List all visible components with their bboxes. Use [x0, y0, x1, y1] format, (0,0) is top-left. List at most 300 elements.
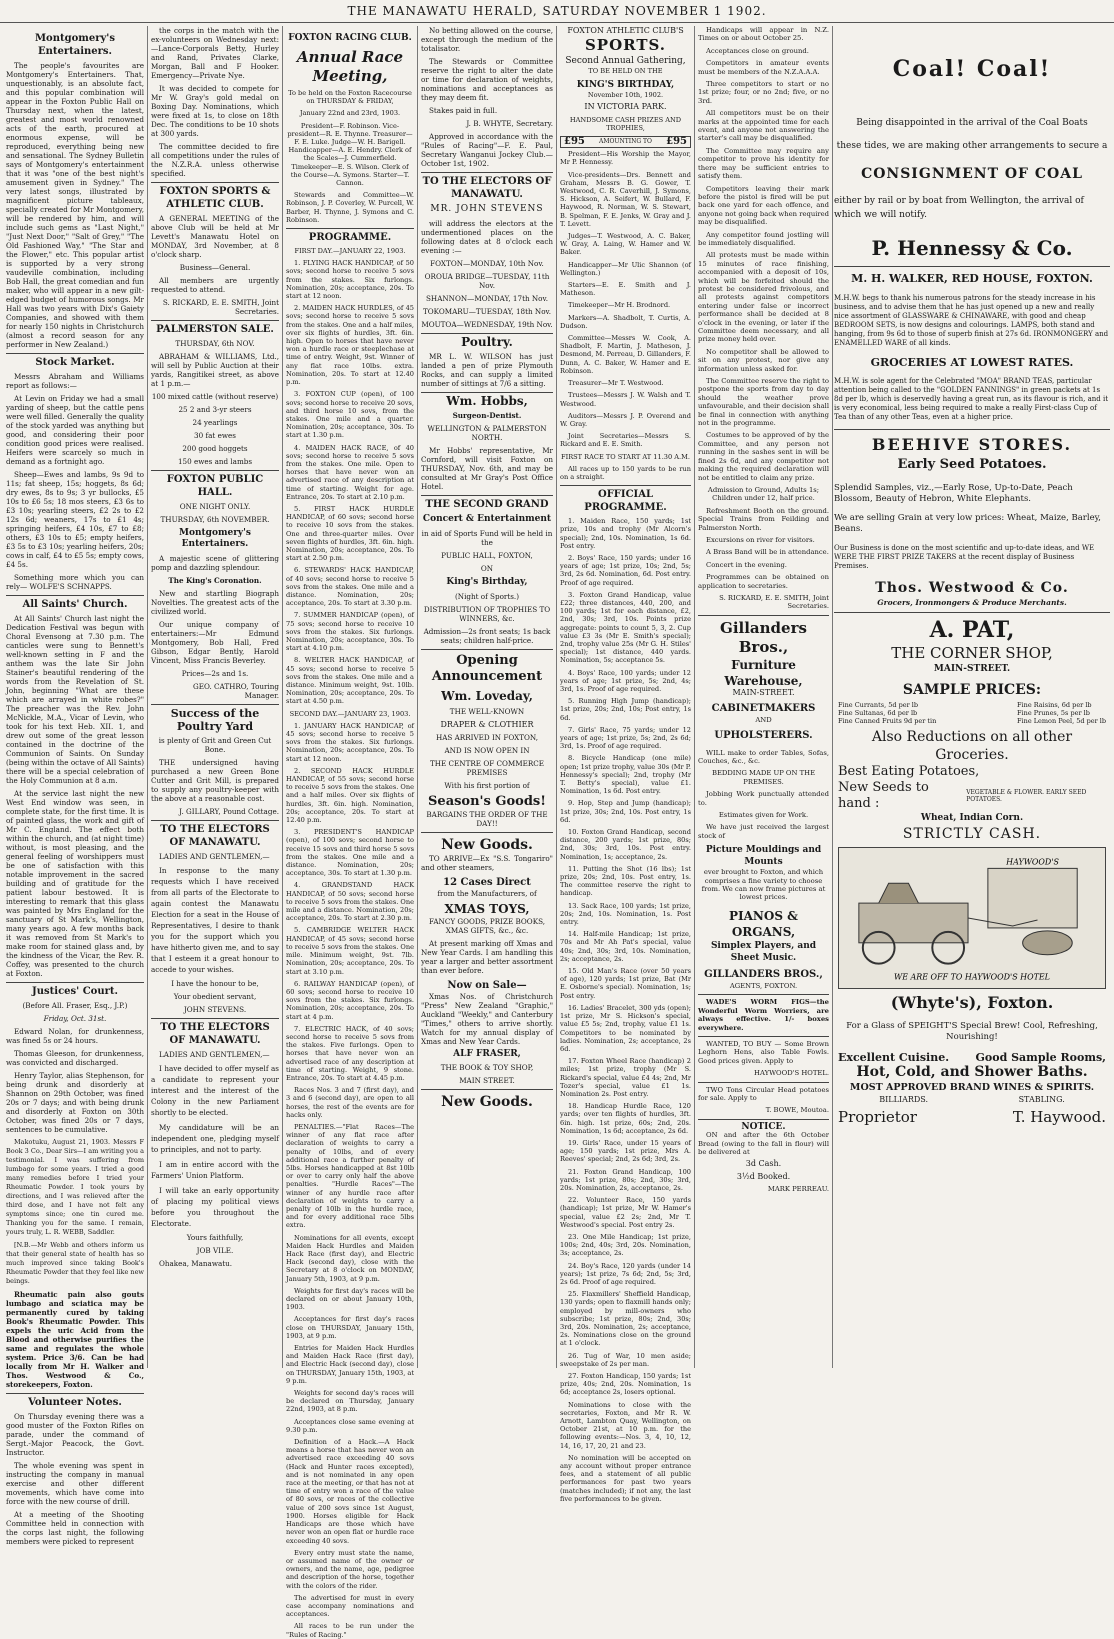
signature: HAYWOOD'S HOTEL.: [754, 1069, 829, 1078]
stock-item: 200 good hoggets: [182, 444, 248, 453]
prize-amount: £95: [564, 136, 585, 148]
article-text: Joint Secretaries—Messrs S. Rickard and E. E. Smith.: [560, 432, 691, 449]
article-text: Auditors—Messrs J. P. Overend and W. Gray.: [560, 411, 691, 428]
article-text: BEDDING MADE UP ON THE PREMISES.: [711, 769, 816, 786]
price-item: Fine Prunes, 5s per lb: [1017, 708, 1090, 717]
article-text: ever brought to Foxton, and which comprises a fine variety to choose from. We can now frame pictures at lowest prices.: [701, 868, 826, 902]
event-item: 23. One Mile Handicap; 1st prize, 100s; 2nd, 40s; 3rd, 20s. Nomination, 3s; acceptance, 2s.: [560, 1232, 691, 1258]
price-list: [834, 701, 1110, 725]
subheading: Montgomery's Entertainers.: [178, 528, 251, 549]
amenity: Good Sample Rooms,: [975, 1050, 1106, 1064]
article-text: THE CENTRE OF COMMERCE PREMISES: [429, 759, 545, 777]
article-text: The advertised for must in every case accompany nominations and acceptances.: [286, 1593, 414, 1619]
headline: New Goods.: [441, 1094, 533, 1110]
article-text: either by rail or by boat from Wellington, the arrival of which we will notify.: [834, 196, 1084, 220]
headline: Also Reductions on all other Groceries.: [871, 728, 1073, 763]
article-text: Treasurer—Mr T. Westwood.: [568, 379, 664, 388]
article-text: Judges—T. Westwood, A. C. Baker, W. Gray, A. Laing, W. Hamer and W. Baker.: [560, 232, 691, 257]
signature: MARK PERREAU.: [767, 1185, 829, 1194]
event-item: 26. Tug of War, 10 men aside; sweepstake of 2s per man.: [560, 1351, 691, 1368]
article-text: Xmas Nos. of Christchurch "Press" New Zealand "Graphic," Auckland "Weekly," and Canterbury "Times," others to arrive shortly. Watch for my annual display of Xmas and New Year Cards.: [421, 992, 553, 1046]
headline: (Whyte's), Foxton.: [890, 992, 1054, 1012]
article-text: New and startling Biograph Novelties. The greatest acts of the civilized world.: [151, 589, 279, 616]
article-text: FANCY GOODS, PRIZE BOOKS, XMAS GIFTS, &c., &c.: [428, 917, 546, 935]
event-item: 24. Boy's Race, 120 yards (under 14 years); 1st prize, 7s 6d; 2nd, 5s; 3rd, 2s 6d. Proof of age required.: [560, 1261, 691, 1286]
price-item: Fine Sultanas, 6d per lb: [838, 708, 918, 717]
prize-label: AMOUNTING TO: [599, 138, 652, 146]
proprietor-name: T. Haywood.: [1012, 1107, 1106, 1126]
article-text: MAIN STREET.: [459, 1076, 515, 1085]
event-item: 9. Hop, Step and Jump (handicap); 1st prize, 30s; 2nd, 10s. Post entry, 1s 6d.: [560, 799, 691, 824]
subheading: WELLINGTON & PALMERSTON NORTH.: [427, 424, 547, 442]
subheading: Second Annual Gathering,: [565, 56, 686, 66]
article-text: 3d Cash.: [745, 1159, 782, 1169]
article-text: A GENERAL MEETING of the above Club will be held at Mr Levett's Manawatu Hotel on MONDAY, 3rd November, at 8 o'clock sharp.: [151, 214, 279, 259]
article-text: Competitors in amateur events must be members of the N.Z.A.A.A.: [698, 59, 829, 76]
event-item: 4. Boys' Race, 100 yards; under 12 years of age; 1st prize, 5s; 2nd, 4s; 3rd, 1s. Proof of age required.: [560, 668, 691, 693]
article-text: DRAPER & CLOTHIER: [440, 720, 534, 729]
article-text: Approved in accordance with the "Rules of Racing"—F. E. Paul, Secretary Wanganui Jockey Club.—October 1st, 1902.: [421, 132, 553, 168]
article-text: No nomination will be accepted on any account without proper entrance fees, and a statement of all public performances for past two years (matches included); if not any, the last five performances to be given.: [560, 1453, 691, 1503]
event-item: 18. Handicap Hurdle Race, 120 yards; over ten flights of hurdles, 3ft. 6in. high. 1st prize, 60s; 2nd, 20s. Nomination, 1s 6d; acceptance, 2s 6d.: [560, 1102, 691, 1135]
article-text: No betting allowed on the course, except through the medium of the totalisator.: [421, 26, 553, 53]
subheading: Concert & Entertainment: [422, 514, 552, 524]
coach-illustration: [839, 848, 1105, 988]
article-text: [N.B.—Mr Webb and others inform us that their general state of health has so much improved since taking Book's Rheumatic Powder that they feel like new beings.: [6, 1241, 144, 1285]
article-text: will address the electors at the undermentioned places on the following dates at 8 o'clock each evening :—: [421, 219, 553, 255]
illustration-sign: HAYWOOD'S: [1006, 856, 1059, 866]
stock-item: 100 mixed cattle (without reserve): [151, 392, 279, 401]
event-item: 8. Bicycle Handicap (one mile) open; 1st prize trophy, value 30s (Mr P. Hennessy's special); 2nd, trophy (Mr T. Betty's special), value £1. Nomination, 1s 6d. Post entry.: [560, 754, 691, 796]
subheading: MR. JOHN STEVENS: [430, 204, 544, 214]
heading: Stock Market.: [6, 353, 144, 369]
article-text: these tides, we are making other arrangements to secure a: [836, 141, 1108, 151]
event-list: [560, 517, 691, 1397]
article-text: At Levin on Friday we had a small yarding of sheep, but the cattle pens were well filled. Generally the quality of the stock yarded was anything but good, and considering their poor condition good prices were realised. Heifers were scarcely so much in demand as a fortnight ago.: [6, 394, 144, 466]
article-text: Admission to Ground, Adults 1s; Children under 12, half price.: [707, 485, 820, 503]
race-item: 7. ELECTRIC HACK, of 40 sovs; second horse to receive 5 sovs from the stakes. Five furlongs. Open to horses that have never won an advertised race of any description at time of starting. Weight, 9 stone. Entrance, 20s. To start at 4.45 p.m.: [286, 1024, 414, 1082]
article-text: TO BE HELD ON THE: [588, 67, 663, 75]
article-text: MR L. W. WILSON has just landed a pen of prize Plymouth Rocks, and can supply a limited number of sittings at 7/6 a sitting.: [421, 352, 553, 388]
signature: S. RICKARD, E. E. SMITH, Joint Secretaries.: [162, 298, 279, 316]
heading: TO THE ELECTORS OF MANAWATU.: [151, 820, 279, 849]
article-text: THE WELL-KNOWN: [449, 707, 525, 716]
article-text: I have the honour to be,: [171, 979, 259, 988]
meeting-item: OROUA BRIDGE—TUESDAY, 11th Nov.: [424, 272, 550, 290]
article-text: Thomas Gleeson, for drunkenness, was convicted and discharged.: [6, 1049, 144, 1067]
article-text: Any competitor found jostling will be immediately disqualified.: [698, 230, 829, 247]
article-text: Refreshment Booth on the ground. Special Trains from Feilding and Palmerston North.: [698, 506, 829, 532]
article-text: A Brass Band will be in attendance.: [706, 548, 829, 557]
article-text: HAS ARRIVED IN FOXTON,: [435, 733, 539, 742]
race-item: 6. STEWARDS' HACK HANDICAP, of 40 sovs; second horse to receive 5 sovs from the stakes. One mile and a distance. Nomination, 20s; acceptance, 20s. To start at 3.30 p.m.: [286, 566, 414, 608]
article-text: Your obedient servant,: [173, 992, 257, 1001]
article-text: All competitors must be on their marks at the appointed time for each event, and anyone not answering the starter's call may be disqualified.: [698, 109, 829, 143]
headline: MOST APPROVED BRAND WINES & SPIRITS.: [849, 1081, 1095, 1093]
article-text: The Stewards or Committee reserve the right to alter the date or time for declaration of weights, nominations and acceptances as they may deem fit.: [421, 57, 553, 102]
column-7: [834, 26, 1110, 1368]
article-text: My candidature will be an independent one, pledging myself to principles, and not to party.: [151, 1123, 279, 1154]
article-text: WILL make to order Tables, Sofas, Couches, &c., &c.: [698, 748, 829, 765]
race-item: 3. PRESIDENT'S HANDICAP (open), of 100 sovs; second horse to receive 15 sovs and third horse 5 sovs from the stakes. One mile and a distance. Nomination, 20s; acceptance, 30s. To start at 1.30 p.m.: [286, 828, 414, 878]
article-text: Weights for first day's races will be declared on or about January 10th, 1903.: [286, 1286, 414, 1312]
article-text: Costumes to be approved of by the Committee, and any person not running in the sashes sent in will be fined 2s 6d, and any competitor not making the required declaration will not be entitled to claim any prize.: [698, 431, 829, 482]
headline: Coal! Coal!: [892, 56, 1052, 82]
signature: GEO. CATHRO, Touring Manager.: [193, 682, 279, 700]
article-text: Mr Hobbs' representative, Mr Cornford, will visit Foxton on THURSDAY, Nov. 6th, and may be consulted at Mr Gray's Post Office Hotel.: [421, 446, 553, 491]
event-item: 27. Foxton Handicap, 150 yards; 1st prize, 40s; 2nd, 20s. Nomination, 1s 6d; acceptance 2s, losers optional.: [560, 1372, 691, 1397]
headline: Thos. Westwood & Co.: [875, 579, 1069, 596]
article-text: We have just received the largest stock of: [698, 823, 829, 840]
article-text: Rheumatic pain also gouts lumbago and sciatica may be permanently cured by taking Book's Rheumatic Powder. This expels the uric Acid from the Blood and otherwise purifies the same and regulates the whole system. Price 3/6. Can be had locally from Mr H. Walker and Thos. Westwood & Co., storekeepers, Foxton.: [6, 1290, 144, 1389]
article-text: in aid of Sports Fund will be held in the: [421, 529, 553, 547]
proprietor-label: Proprietor: [838, 1107, 917, 1126]
subheading: The King's Coronation.: [168, 576, 262, 585]
stock-item: 30 fat ewes: [194, 431, 236, 440]
column-1: [6, 26, 144, 1546]
heading: Montgomery's Entertainers.: [34, 33, 115, 57]
article-text: ABRAHAM & WILLIAMS, Ltd., will sell by Public Auction at their yards, Rangitikei street, as above at 1 p.m.—: [151, 352, 279, 388]
article-text: Sheep—Ewes and lambs, 9s 9d to 11s; fat sheep, 15s; hoggets, 8s 6d; dry ewes, 8s to 9s; 3 yr bullocks, £5 10s to £6 5s; 18 mos steers, £3 6s to £3 10s; yearling steers, £2 2s to £2 12s 6d; weaners, 17s to £1 4s; springing heifers, £4 10s, £7 to £8; others, £3 10s to £5; empty heifers, £3 5s to £3 10s; yearling heifers, 20s; cows in calf, £4 to £5 5s; empty cows, £4 5s.: [6, 470, 144, 569]
heading: OFFICIAL PROGRAMME.: [560, 485, 691, 514]
event-item: 17. Foxton Wheel Race (handicap) 2 miles; 1st prize, trophy (Mr S. Rickard's special, value £4 4s; 2nd, Mr Tozer's special, value £1 1s. Nomination 2s. Post entry.: [560, 1057, 691, 1098]
prize-amount: £95: [666, 136, 687, 148]
article-text: A majestic scene of glittering pomp and dazzling splendour.: [151, 554, 279, 572]
article-text: President—His Worship the Mayor, Mr P. Hennessy.: [560, 150, 691, 167]
article-text: Competitors leaving their mark before the pistol is fired will be put back one yard for each offence, and anyone not going back when required may be disqualified.: [698, 184, 829, 227]
article-text: The Committee reserve the right to postpone the sports from day to day should the weather prove unfavourable, and their decision shall be final in connection with anything not in the programme.: [698, 377, 829, 428]
signature: JOHN STEVENS.: [183, 1005, 247, 1014]
article-text: Excursions on river for visitors.: [706, 535, 815, 544]
article-text: Acceptances for first day's races close on THURSDAY, January 15th, 1903, at 9 p.m.: [286, 1315, 414, 1340]
column-rule: [147, 26, 148, 1368]
article-text: Our unique company of entertainers:—Mr Edmund Montgomery, Bob Hall, Fred Gibson, Edgar Bently, Harold Vincent, Miss Francis Beverley.: [151, 620, 279, 665]
article-text: Splendid Samples, viz.,—Early Rose, Up-to-Date, Peach Blossom, Beauty of Hebron, White Elephants.: [834, 482, 1073, 504]
article-text: On Thursday evening there was a good muster of the Foxton Rifles on parade, under the command of Sergt.-Major Peacock, the Govt. Instructor.: [6, 1412, 144, 1457]
article-text: Concert in the evening.: [706, 560, 787, 569]
article-text: Our Business is done on the most scientific and up-to-date ideas, and WE WERE THE FIRST PRIZE TAKERS at the recent display of Business Premises.: [834, 543, 1095, 570]
headline: BEEHIVE STORES.: [871, 435, 1073, 454]
meeting-item: FOXTON—MONDAY, 10th Nov.: [430, 259, 544, 268]
article-text: Messrs Abraham and Williams report as follows:—: [6, 372, 144, 390]
article-text: MAIN-STREET.: [732, 687, 795, 697]
race-item: 4. MAIDEN HACK RACE, of 40 sovs; second horse to receive 5 sovs from the stakes. One mile. Open to horses that have never won an advertised race of any description at time of starting. Weight for age. Entrance, 20s. To start at 2.10 p.m.: [286, 443, 414, 501]
event-item: 14. Half-mile Handicap; 1st prize, 70s and Mr Ah Pat's special, value 40s; 2nd, 30s; 3rd, 10s. Nomination, 2s; acceptance, 2s.: [560, 930, 691, 963]
article-text: from the Manufacturers, of: [437, 889, 537, 898]
headline: Annual Race Meeting,: [296, 48, 404, 85]
masthead: THE MANAWATU HERALD, SATURDAY NOVEMBER 1 1902.: [0, 0, 1114, 23]
price-column: [838, 701, 936, 725]
article-text: THE BOOK & TOY SHOP,: [440, 1063, 534, 1072]
article-text: Stewards and Committee—W. Robinson, J. P. Coverley, W. Purcell, W. Barber, H. Thynne, J. Symons and C. Robinson.: [286, 191, 414, 224]
event-item: 3. Foxton Grand Handicap, value £22; three distances, 440, 200, and 100 yards; 1st for each distance, £2, 2nd, 30s; 3rd, 10s. Points prize aggregate: points to count 5, 3, 2. Cup value £3 3s (Mr E. Smith's special); 2nd, trophy value 25s (Mr G. H. Stiles' special); 1st distance, 440 yards. Nomination, 5s; acceptance 5s.: [560, 590, 691, 665]
article-text: Estimates given for Work.: [718, 811, 809, 820]
article-text: THE undersigned having purchased a new Green Bone Cutter and Grit Mill, is prepared to supply any poultry-keeper with the above at a reasonable cost.: [151, 758, 279, 803]
race-item: 8. WELTER HACK HANDICAP, of 45 sovs; second horse to receive 5 sovs from the stakes. One mile and a distance. Minimum weight, 9st. 10lb. Nomination, 20s; acceptance, 20s. To start at 4.50 p.m.: [286, 656, 414, 706]
subheading: ONE NIGHT ONLY.: [179, 502, 251, 511]
race-item: 7. SUMMER HANDICAP (open), of 75 sovs; second horse to receive 10 sovs from the stakes. Six furlongs. Nomination, 20s; acceptance, 30s. To start at 4.10 p.m.: [286, 611, 414, 653]
meeting-list: [421, 259, 553, 329]
article-text: No competitor shall be allowed to sit on any protest, nor give any information unless asked for.: [698, 347, 829, 373]
article-text: Entries for Maiden Hack Hurdles and Maiden Hack Race (first day), and Electric Hack (second day), close on THURSDAY, January 15th, 1903, at 9 p.m.: [286, 1344, 414, 1385]
signature: J. B. WHYTE, Secretary.: [466, 119, 553, 128]
heading: PALMERSTON SALE.: [151, 320, 279, 336]
signature: J. GILLARY, Pound Cottage.: [179, 807, 279, 816]
article-text: WANTED, TO BUY — Some Brown Leghorn Hens, also Table Fowls. Good prices given. Apply to: [698, 1039, 829, 1065]
article-text: Nominations to close with the secretaries, Foxton, and Mr R. W. Arnott, Lambton Quay, Wellington, on October 21st, at 10 p.m. for the following events:—Nos. 3, 4, 10, 12, 14, 16, 17, 20, 21 and 23.: [560, 1400, 691, 1450]
article-text: Business—General.: [179, 263, 251, 272]
price-item: Fine Canned Fruits 9d per tin: [838, 716, 937, 725]
headline: New Goods.: [441, 837, 533, 853]
headline: Wm. Loveday,: [441, 689, 533, 703]
article-text: AND IS NOW OPEN IN: [444, 746, 530, 755]
headline: XMAS TOYS,: [444, 902, 530, 916]
article-text: Nominations for all events, except Maiden Hack Hurdles and Maiden Hack Race (first day), and Electric Hack (second day), close with the Secretary at 8 o'clock on MONDAY, January 5th, 1903, at 9 p.m.: [286, 1233, 414, 1283]
price-item: Fine Raisins, 6d per lb: [1017, 700, 1092, 709]
article-text: January 22nd and 23rd, 1903.: [299, 109, 401, 118]
article-text: the corps in the match with the ex-volunteers on Wednesday next:—Lance-Corporals Betty, Hurley and Rand, Privates Clarke, Morgan, Ball and F Hooker. Emergency—Private Nye.: [151, 26, 279, 80]
article-text: All protests must be made within 15 minutes of race finishing, accompanied with a deposit of 10s, which will be forfeited should the protest be considered frivolous, and all protests against competitors entering under false or incorrect performance shall be decided at 8 o'clock in the evening, or later if the Committee deem necessary, and all prize money held over.: [698, 251, 829, 344]
heading: PROGRAMME.: [286, 228, 414, 244]
headline: Opening Announcement: [431, 653, 543, 684]
article-text: In response to the many requests which I have received from all parts of the Electorate to again contest the Manawatu Election for a seat in the House of Representatives, I desire to thank you for the support which you have hitherto given me, and to say that I esteem it a great honour to accede to your wishes.: [151, 866, 279, 974]
article-text: All races up to 150 yards to be run on a straight.: [560, 464, 691, 481]
article-text: LADIES AND GENTLEMEN,—: [159, 1050, 270, 1059]
article-text: Three competitors to start or no 1st prize; four, or no 2nd; five, or no 3rd.: [698, 80, 829, 105]
headline: Sheet Music.: [730, 952, 797, 963]
headline: GILLANDERS BROS.,: [704, 968, 823, 980]
article-text: 3½d Booked.: [736, 1171, 791, 1181]
heading: FOXTON RACING CLUB.: [288, 33, 412, 43]
signature: ALF FRASER,: [453, 1049, 521, 1059]
race-item: 3. FOXTON CUP (open), of 100 sovs; second horse to receive 20 sovs, and third horse 10 sovs, from the stakes. One mile and a quarter. Nomination, 20s; acceptance, 30s. To start at 1.30 p.m.: [286, 390, 414, 440]
article-text: Admission—2s front seats; 1s back seats; children half-price.: [423, 627, 551, 645]
article-text: I will take an early opportunity of placing my political views before you throughout the Electorate.: [151, 1186, 279, 1228]
headline: UPHOLSTERERS.: [714, 729, 813, 741]
article-text: Ohakea, Manawatu.: [159, 1259, 233, 1268]
event-item: 19. Girls' Race, under 15 years of age; 150 yards; 1st prize, Mrs A. Reeves' special; 2nd, 2s 6d; 3rd, 2s.: [560, 1138, 691, 1164]
event-item: 13. Sack Race, 100 yards; 1st prize, 20s; 2nd, 10s. Nomination, 1s. Post entry.: [560, 901, 691, 927]
article-text: IN VICTORIA PARK.: [584, 102, 667, 112]
event-item: 10. Foxton Grand Handicap, second distance, 200 yards; 1st prize, 80s; 2nd, 30s; 3rd, 10s. Post entry. Nomination, 1s; acceptance, 2s.: [560, 828, 691, 861]
article-text: DISTRIBUTION OF TROPHIES TO WINNERS, &c.: [423, 605, 551, 623]
meeting-item: MOUTOA—WEDNESDAY, 19th Nov.: [421, 320, 553, 329]
subheading: SECOND DAY.—JANUARY 23, 1903.: [289, 709, 411, 718]
race-list-day-1: [286, 259, 414, 705]
headline: GROCERIES AT LOWEST RATES.: [870, 356, 1074, 369]
article-text: is plenty of Grit and Green Cut Bone.: [158, 736, 272, 754]
article-text: HANDSOME CASH PRIZES AND TROPHIES,: [569, 115, 682, 132]
column-6: [698, 26, 829, 1368]
column-2: [151, 26, 279, 1368]
article-text: Stakes paid in full.: [429, 106, 498, 115]
headline: New Seeds to hand :: [838, 779, 929, 811]
article-text: All races to be run under the "Rules of Racing.": [286, 1622, 414, 1639]
article-text: To be held on the Foxton Racecourse on THURSDAY & FRIDAY,: [288, 89, 412, 106]
headline: Now on Sale—: [447, 980, 527, 991]
column-4: [421, 26, 553, 1368]
article-text: For a Glass of SPEIGHT'S Special Brew! Cool, Refreshing, Nourishing!: [846, 1021, 1098, 1042]
article-text: Trustees—Messrs J. W. Walsh and T. Westwood.: [560, 391, 691, 408]
heading: Poultry.: [421, 333, 553, 349]
price-item: Fine Lemon Peel, 5d per lb: [1017, 716, 1106, 725]
article-text: Every entry must state the name, or assumed name of the owner or owners, and the name, age, pedigree and description of the horse, together with the colors of the rider.: [286, 1548, 414, 1590]
article-text: Edward Nolan, for drunkenness, was fined 5s or 24 hours.: [6, 1027, 144, 1045]
heading: Justices' Court.: [6, 982, 144, 998]
officials-list: President—F. Robinson. Vice-president—R. E. Thynne. Treasurer—F. E. Luke. Judge—W. H. Barigell. Handicapper—A. E. Hendry. Clerk of the Scales—J. Cummerfield. Timekeeper—E. S. Wilson. Clerk of the Course—A. Symons. Starter—T. Cannon.: [287, 121, 413, 188]
subheading: Surgeon-Dentist.: [452, 411, 522, 420]
headline: Simplex Players, and: [710, 940, 817, 951]
article-text: Programmes can be obtained on application to secretaries.: [698, 573, 829, 590]
article-text: M.H.W. is sole agent for the Celebrated "MOA" BRAND TEAS, particular attention being called to the "GOLDEN FANNINGS" in green packets at 1s 8d per lb, which is deservedly having a great run, as its flavour is rich, and it is very economical, less being required to make a really First-class Cup of Tea than of any other Teas, even at a higher price.: [834, 377, 1109, 421]
heading: NOTICE.: [741, 1121, 786, 1132]
race-item: 5. CAMBRIDGE WELTER HACK HANDICAP, of 45 sovs; second horse to receive 5 sovs from the stakes. One mile. Minimum weight, 9st. 7lb. Nomination, 20s; acceptance, 20s. To start at 3.10 p.m.: [286, 926, 414, 976]
headline: CABINETMAKERS: [711, 703, 816, 715]
article-text: AND: [755, 716, 772, 725]
subheading: VEGETABLE & FLOWER. EARLY SEED POTATOES.: [966, 788, 1087, 803]
headline: CONSIGNMENT OF COAL: [861, 166, 1083, 182]
article-text: At present marking off Xmas and New Year Cards. I am handling this year a larger and better assortment than ever before.: [421, 939, 553, 975]
headline: 12 Cases Direct: [443, 877, 531, 888]
event-item: 11. Putting the Shot (16 lbs); 1st prize, 20s; 2nd, 10s. Post entry, 1s. The committee reserve the right to handicap.: [560, 864, 691, 898]
signature: T. BOWE, Moutoa.: [765, 1106, 829, 1115]
article-text: TO ARRIVE—Ex "S.S. Tongariro" and other steamers,: [421, 854, 553, 872]
article-text: It was decided to compete for Mr W. Gray's gold medal on Boxing Day. Nominations, which were fixed at 1s, to close on 18th Dec. The conditions to be 10 shots at 300 yards.: [151, 84, 279, 138]
subheading: Grocers, Ironmongers & Produce Merchants.: [877, 597, 1067, 607]
article-text: Acceptances close same evening at 9.30 p.m.: [286, 1417, 414, 1434]
article-text: The committee decided to fire all competitions under the rules of the N.Z.R.A. unless otherwise specified.: [151, 142, 279, 178]
article-text: Henry Taylor, alias Stephenson, for being drunk and disorderly at Shannon on 29th October, was fined 20s or 7 days; and with being drunk and disorderly at Foxton on 30th October, was fined 20s or 7 days, sentences to be cumulative.: [6, 1071, 144, 1134]
headline: P. Hennessy & Co.: [871, 236, 1073, 260]
heading: Volunteer Notes.: [6, 1393, 144, 1409]
meeting-item: SHANNON—MONDAY, 17th Nov.: [426, 294, 548, 303]
heading: TO THE ELECTORS OF MANAWATU.: [421, 172, 553, 201]
article-text: The people's favourites are Montgomery's Entertainers. That, unquestionably, is an absolute fact, and this popular combination will appear in the Foxton Public Hall on Thursday next, when the latest, greatest and most world renowned acts of the earth, procured at enormous expense, will be reproduced, everything being new and sensational. The Sydney Bulletin says of Montgomery's entertainment that it was "one of the best night's amusement given in Sydney." The very latest songs, illustrated by magnificent picture tableaux, specially created for Mr Montgomery, will be rendered by him, and will include such gems as "Last Night," "Just Next Door," "Salt of Grey," "The Old Fashioned Way," "The Star and the Flower," etc. This popular artist is supported by a very strong vaudeville combination, including Bob Hall, the great comedian and fun maker, who will appear in a new gilt-edged budget of humorous songs. Mr Hall was two years with Dix's Gaiety Companies, and showed with them for nearly 150 nights in Christchurch (almost a record season for any performer in New Zealand.): [6, 61, 144, 349]
stock-item: 24 yearlings: [192, 418, 238, 427]
subheading: MAIN-STREET.: [933, 663, 1011, 674]
headline: Season's Goods!: [428, 794, 546, 809]
article-text: Being disappointed in the arrival of the Coal Boats: [856, 118, 1088, 128]
article-text: FIRST RACE TO START AT 11.30 A.M.: [561, 452, 690, 461]
article-text: (Before All. Fraser, Esq., J.P.): [22, 1001, 128, 1010]
headline: M. H. WALKER, RED HOUSE, FOXTON.: [851, 272, 1093, 285]
subheading: FIRST DAY.—JANUARY 22, 1903.: [294, 247, 406, 256]
event-item: 2. Boys' Race, 150 yards; under 16 years of age; 1st prize, 10s; 2nd, 5s; 3rd, 2s 6d. Nomination, 6d. Post entry. Proof of age required.: [560, 553, 691, 587]
event-item: 7. Girls' Race, 75 yards; under 12 years of age; 1st prize, 5s; 2nd, 2s 6d; 3rd, 1s. Proof of age required.: [560, 725, 691, 751]
subheading: King's Birthday,: [446, 577, 528, 587]
heading: All Saints' Church.: [6, 595, 144, 611]
headline: STRICTLY CASH.: [902, 825, 1042, 842]
article-text: Races Nos. 3 and 7 (first day), and 3 and 6 (second day), are open to all horses, the rest of the events are for hacks only.: [286, 1086, 414, 1119]
column-3: [286, 26, 414, 1639]
column-rule: [282, 26, 283, 1368]
race-list-day-2: [286, 722, 414, 1082]
article-text: Yours faithfully,: [186, 1233, 244, 1242]
race-item: 1. JANUARY HACK HANDICAP, of 45 sovs; second horse to receive 5 sovs from the stakes. Six furlongs. Nomination, 20s; acceptance, 20s. To start at 12 noon.: [286, 721, 414, 763]
headline: Furniture Warehouse,: [724, 657, 803, 688]
headline: Hot, Cold, and Shower Baths.: [856, 1063, 1088, 1080]
subheading: Wheat, Indian Corn.: [920, 812, 1024, 823]
article-text: ON: [480, 564, 494, 573]
headline: SPORTS.: [584, 36, 667, 54]
headline: Picture Mouldings and Mounts: [705, 845, 822, 868]
heading: FOXTON PUBLIC HALL.: [151, 470, 279, 499]
column-5: [560, 26, 691, 1503]
headline: Best Eating Potatoes,: [838, 763, 980, 779]
article-text: Vice-presidents—Drs. Bennett and Graham, Messrs B. G. Gower, T. Westwood, C. R. Caverhill, J. Symons, S. Hickson, A. Seifert, W. Bullard, F. Haywood, R. Norman, W. S. Stewart, B. Spelman, F. E. Jenks, W. Gray and J. T. Levett.: [560, 170, 691, 228]
article-text: The whole evening was spent in instructing the company in manual exercise and other different movements, which have come into force with the new course of drill.: [6, 1461, 144, 1506]
headline: A. PAT,: [929, 616, 1015, 643]
heading: TO THE ELECTORS OF MANAWATU.: [151, 1018, 279, 1047]
headline: Gillanders Bros.,: [720, 618, 807, 656]
article-text: PENALTIES.—"Flat Races—The winner of any flat race after declaration of weights to carry a penalty of 10lbs, and of every additional race a further penalty of 5lbs. Horses handicapped at 8st 10lb or over to carry only half the above penalties. "Hurdle Races"—The winner of any hurdle race after declaration of weights to carry a penalty of 10lb in the hurdle race, and for every additional race 5lbs extra.: [286, 1122, 414, 1230]
subheading: KING'S BIRTHDAY,: [576, 80, 675, 91]
event-item: 21. Foxton Grand Handicap, 100 yards; 1st prize, 80s; 2nd, 30s; 3rd, 20s. Nomination, 2s, acceptance, 2s.: [560, 1167, 691, 1192]
stock-item: 150 ewes and lambs: [177, 457, 253, 466]
heading: Success of the Poultry Yard: [151, 704, 279, 733]
article-text: Something more which you can rely— WOLFE'S SCHNAPPS.: [6, 573, 144, 591]
race-item: 2. SECOND HACK HURDLE HANDICAP, of 55 sovs; second horse to receive 5 sovs from the stakes. One and a half miles. Over six flights of hurdles, 3ft. 6in. high. Nomination, 20s; acceptance, 20s. To start at 12.40 p.m.: [286, 766, 414, 825]
amenity: Excellent Cuisine.: [838, 1050, 950, 1064]
headline: PIANOS & ORGANS,: [728, 908, 799, 939]
event-item: 5. Running High Jump (handicap); 1st prize, 20s; 2nd, 10s; Post entry, 1s 6d.: [560, 697, 691, 722]
event-item: 16. Ladies' Bracelet, 300 yds (open); 1st prize, Mr S. Hickson's special, value £5 5s; 2nd, trophy, value £1 1s. Competitors to be nominated by ladies. Nomination, 2s; acceptance, 2s 6d.: [560, 1003, 691, 1053]
article-text: The Committee may require any competitor to prove his identity for there may be sufficient entries to satisfy them.: [698, 146, 829, 181]
race-item: 6. RAILWAY HANDICAP (open), of 60 sovs; second horse to receive 10 sovs from the stakes. Six furlongs. Nomination, 20s; acceptance, 20s. To start at 4 p.m.: [286, 979, 414, 1021]
race-item: 1. FLYING HACK HANDICAP, of 50 sovs; second horse to receive 5 sovs from the stakes. Six furlongs. Nomination, 20s; acceptance, 20s. To start at 12 noon.: [286, 259, 414, 301]
article-text: LADIES AND GENTLEMEN,—: [159, 852, 270, 861]
article-text: PUBLIC HALL, FOXTON,: [441, 551, 533, 560]
article-text: TWO Tons Circular Head potatoes for sale. Apply to: [698, 1085, 829, 1102]
article-text: Timekeeper—Mr H. Brodnord.: [568, 301, 671, 310]
article-text: All members are urgently requested to attend.: [151, 276, 279, 294]
event-item: 25. Flaxmillers' Sheffield Handicap, 130 yards; open to flaxmill hands only; employed by mill-owners who subscribe; 1st prize, 80s; 2nd, 30s; 3rd, 20s. Nomination, 2s; acceptance, 2s. Nominations close on the ground at 1 o'clock.: [560, 1290, 691, 1348]
article-text: We are selling Grain at very low prices: Wheat, Maize, Barley, Beans.: [834, 513, 1101, 534]
heading: THE SECOND GRAND: [421, 495, 553, 511]
meeting-item: TOKOMARU—TUESDAY, 18th Nov.: [422, 307, 552, 316]
race-item: 5. FIRST HACK HURDLE HANDICAP, of 60 sovs; second horse to receive 10 sovs from the stakes. One and three-quarter miles. Over seven flights of hurdles, 3ft. 6in. high. Nomination, 20s; acceptance, 20s. To start at 2.50 p.m.: [286, 504, 414, 563]
race-item: 4. GRANDSTAND HACK HANDICAP, of 50 sovs; second horse to receive 5 sovs from the stakes. One mile and a distance. Nomination, 20s; acceptance, 20s. To start at 2.30 p.m.: [286, 881, 414, 923]
heading: FOXTON SPORTS & ATHLETIC CLUB.: [151, 182, 279, 211]
stock-item: 25 2 and 3-yr steers: [178, 405, 252, 414]
article-text: Acceptances close on ground.: [706, 46, 809, 55]
amenity: BILLIARDS.: [879, 1094, 929, 1104]
heading: Wm. Hobbs,: [421, 392, 553, 408]
column-rule: [417, 26, 418, 1368]
article-text: Committee—Messrs W. Cook, A. Shadbolt, F. Martin, J. Matheson, J. Desmond, M. Perreau, D. Gillanders, F. Dunn, A. C. Baker, W. Hamer and E. Robinson.: [560, 334, 691, 375]
article-text: BARGAINS THE ORDER OF THE DAY!!: [426, 810, 548, 828]
article-text: Starters—E. E. Smith and J. Matheson.: [560, 281, 691, 298]
subheading: THURSDAY, 6th NOV.: [175, 339, 255, 348]
article-text: Handicaps will appear in N.Z. Times on or about October 25.: [698, 26, 829, 43]
article-text: Handicapper—Mr Ulic Shannon (of Wellington.): [560, 260, 691, 277]
article-text: (Night of Sports.): [454, 592, 520, 601]
headline: THE CORNER SHOP,: [891, 643, 1053, 662]
article-text: AGENTS, FOXTON.: [729, 981, 798, 990]
article-text: At a meeting of the Shooting Committee held in connection with the corps last night, the following members were picked to represent: [6, 1510, 144, 1546]
hotel-illustration: [838, 847, 1106, 989]
article-text: Jobbing Work punctually attended to.: [698, 790, 829, 807]
article-text: Friday, Oct. 31st.: [43, 1014, 107, 1023]
column-rule: [832, 26, 833, 1368]
event-item: 15. Old Man's Race (over 50 years of age), 120 yards; 1st prize, Bat (Mr E. Osborne's special). Nomination, 1s; Post entry.: [560, 967, 691, 1000]
column-rule: [694, 26, 695, 1368]
headline: SAMPLE PRICES:: [902, 681, 1042, 698]
article-text: WADE'S WORM FIGS—the Wonderful Worm Worriers, are always effective. 1/- boxes everywhere.: [698, 998, 829, 1032]
price-item: Fine Currants, 5d per lb: [838, 700, 918, 709]
price-column: [1017, 701, 1106, 725]
article-text: With his first portion of: [444, 781, 530, 790]
